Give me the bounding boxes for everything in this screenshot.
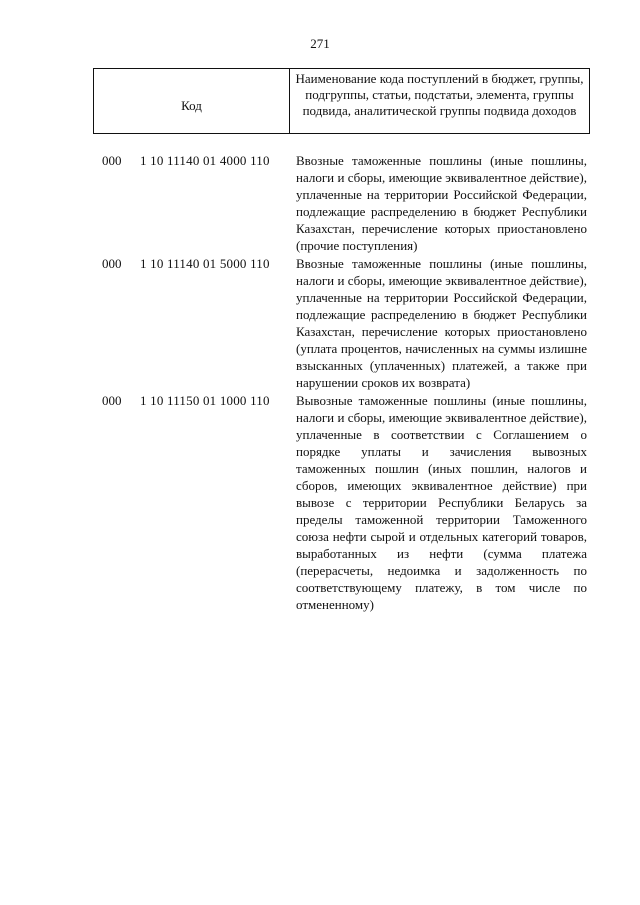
- table-row: [0, 152, 640, 254]
- table-row: [0, 255, 640, 391]
- row-code: 1 10 11150 01 1000 110: [140, 393, 270, 408]
- row-code: 1 10 11140 01 4000 110: [140, 153, 270, 168]
- table-row: [0, 392, 640, 613]
- header-name-label: Наименование кода поступлений в бюджет, группы, подгруппы, статьи, подстатьи, элемента, группы подвида, аналитической группы подвида доходов: [295, 71, 584, 118]
- row-prefix: 000: [102, 393, 122, 408]
- row-prefix: 000: [102, 256, 122, 271]
- table-header: [93, 68, 590, 134]
- header-code-label: Код: [94, 69, 290, 133]
- table-body: [0, 152, 640, 613]
- row-description: Вывозные таможенные пошлины (иные пошлины, налоги и сборы, имеющие эквивалентное действие), уплаченные в соответствии с Соглашением о порядке уплаты и зачисления вывозных таможенных пошлин (иных пошлин, налогов и сборов, имеющих эквивалентное действие) при вывозе с территории Республики Беларусь за пределы таможенной территории Таможенного союза нефти сырой и отдельных категорий товаров, выработанных из нефти (сумма платежа (перерасчеты, недоимка и задолженность по соответствующему платежу, в том числе по отмененному): [296, 393, 587, 612]
- row-code: 1 10 11140 01 5000 110: [140, 256, 270, 271]
- row-description: Ввозные таможенные пошлины (иные пошлины, налоги и сборы, имеющие эквивалентное действие), уплаченные на территории Российской Федерации, подлежащие распределению в бюджет Республики Казахстан, перечисление которых приостановлено (уплата процентов, начисленных на суммы излишне взысканных (уплаченных) платежей, а также при нарушении сроков их возврата): [296, 256, 587, 390]
- row-prefix: 000: [102, 153, 122, 168]
- row-description: Ввозные таможенные пошлины (иные пошлины, налоги и сборы, имеющие эквивалентное действие), уплаченные на территории Российской Федерации, подлежащие распределению в бюджет Республики Казахстан, перечисление которых приостановлено (прочие поступления): [296, 153, 587, 253]
- page-number: 271: [310, 36, 330, 51]
